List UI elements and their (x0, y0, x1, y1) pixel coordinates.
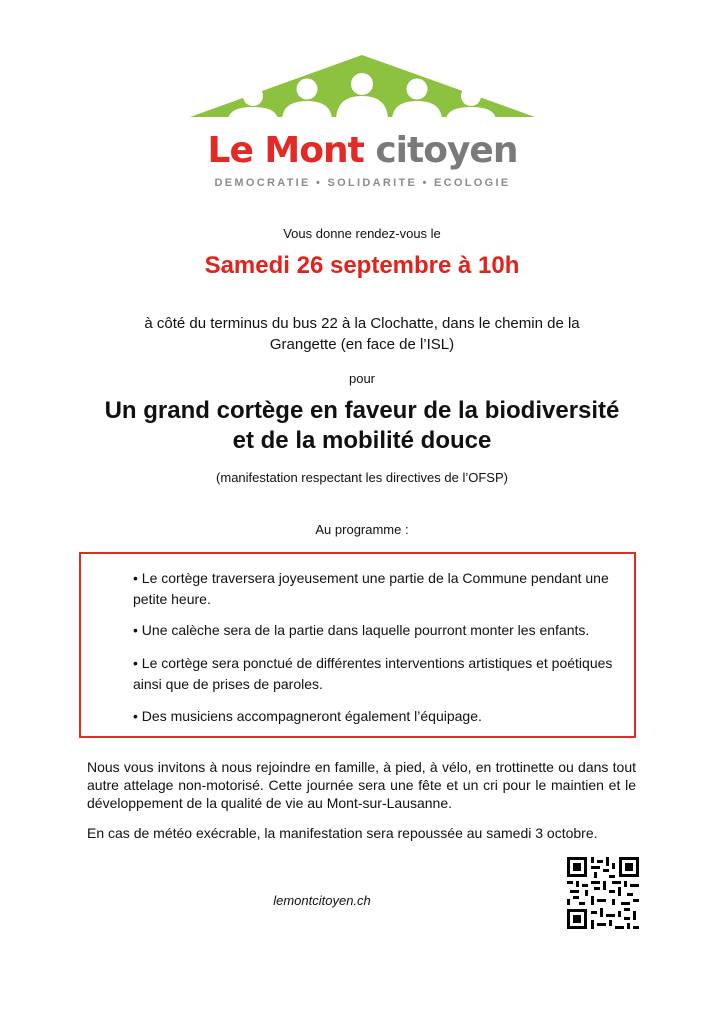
logo (190, 55, 535, 195)
headline-line-1: Un grand cortège en faveur de la biodiversité (104, 397, 620, 424)
weather-note: En cas de météo exécrable, la manifestation sera repoussée au samedi 3 octobre. (87, 825, 598, 841)
logo-name-part2: citoyen (375, 130, 518, 171)
programme-item: • Des musiciens accompagneront également l’équipage. (133, 708, 482, 724)
programme-box (79, 552, 636, 738)
location-line-1: à côté du terminus du bus 22 à la Clochatte, dans le chemin de la (144, 315, 580, 332)
programme-item: • Le cortège sera ponctué de différentes interventions artistiques et poétiques ainsi que de prises de paroles. (133, 655, 613, 692)
logo-people-arch-icon (190, 55, 535, 135)
pour-text: pour (348, 371, 376, 386)
qr-code-icon (567, 857, 639, 929)
invitation-paragraph: Nous vous invitons à nous rejoindre en famille, à pied, à vélo, en trottinette ou dans tout autre attelage non-motorisé. Cette journée sera une fête et un cri pour le maintien et le développement de la qualité de vie au Mont-sur-Lausanne. (87, 759, 636, 811)
location-line-2: Grangette (en face de l’ISL) (269, 336, 455, 353)
logo-tagline: DEMOCRATIE • SOLIDARITE • ECOLOGIE (214, 177, 511, 189)
logo-name (190, 129, 535, 173)
logo-name-part1: Le Mont (207, 130, 364, 171)
event-date: Samedi 26 septembre à 10h (204, 252, 520, 279)
programme-item: • Le cortège traversera joyeusement une partie de la Commune pendant une petite heure. (133, 570, 609, 607)
headline-line-2: et de la mobilité douce (232, 427, 492, 454)
intro-text: Vous donne rendez-vous le (283, 226, 441, 241)
website-link[interactable]: lemontcitoyen.ch (273, 893, 371, 908)
programme-label: Au programme : (315, 522, 409, 537)
ofsp-note: (manifestation respectant les directives de l’OFSP) (216, 470, 508, 485)
programme-item: • Une calèche sera de la partie dans laquelle pourront monter les enfants. (133, 622, 590, 638)
